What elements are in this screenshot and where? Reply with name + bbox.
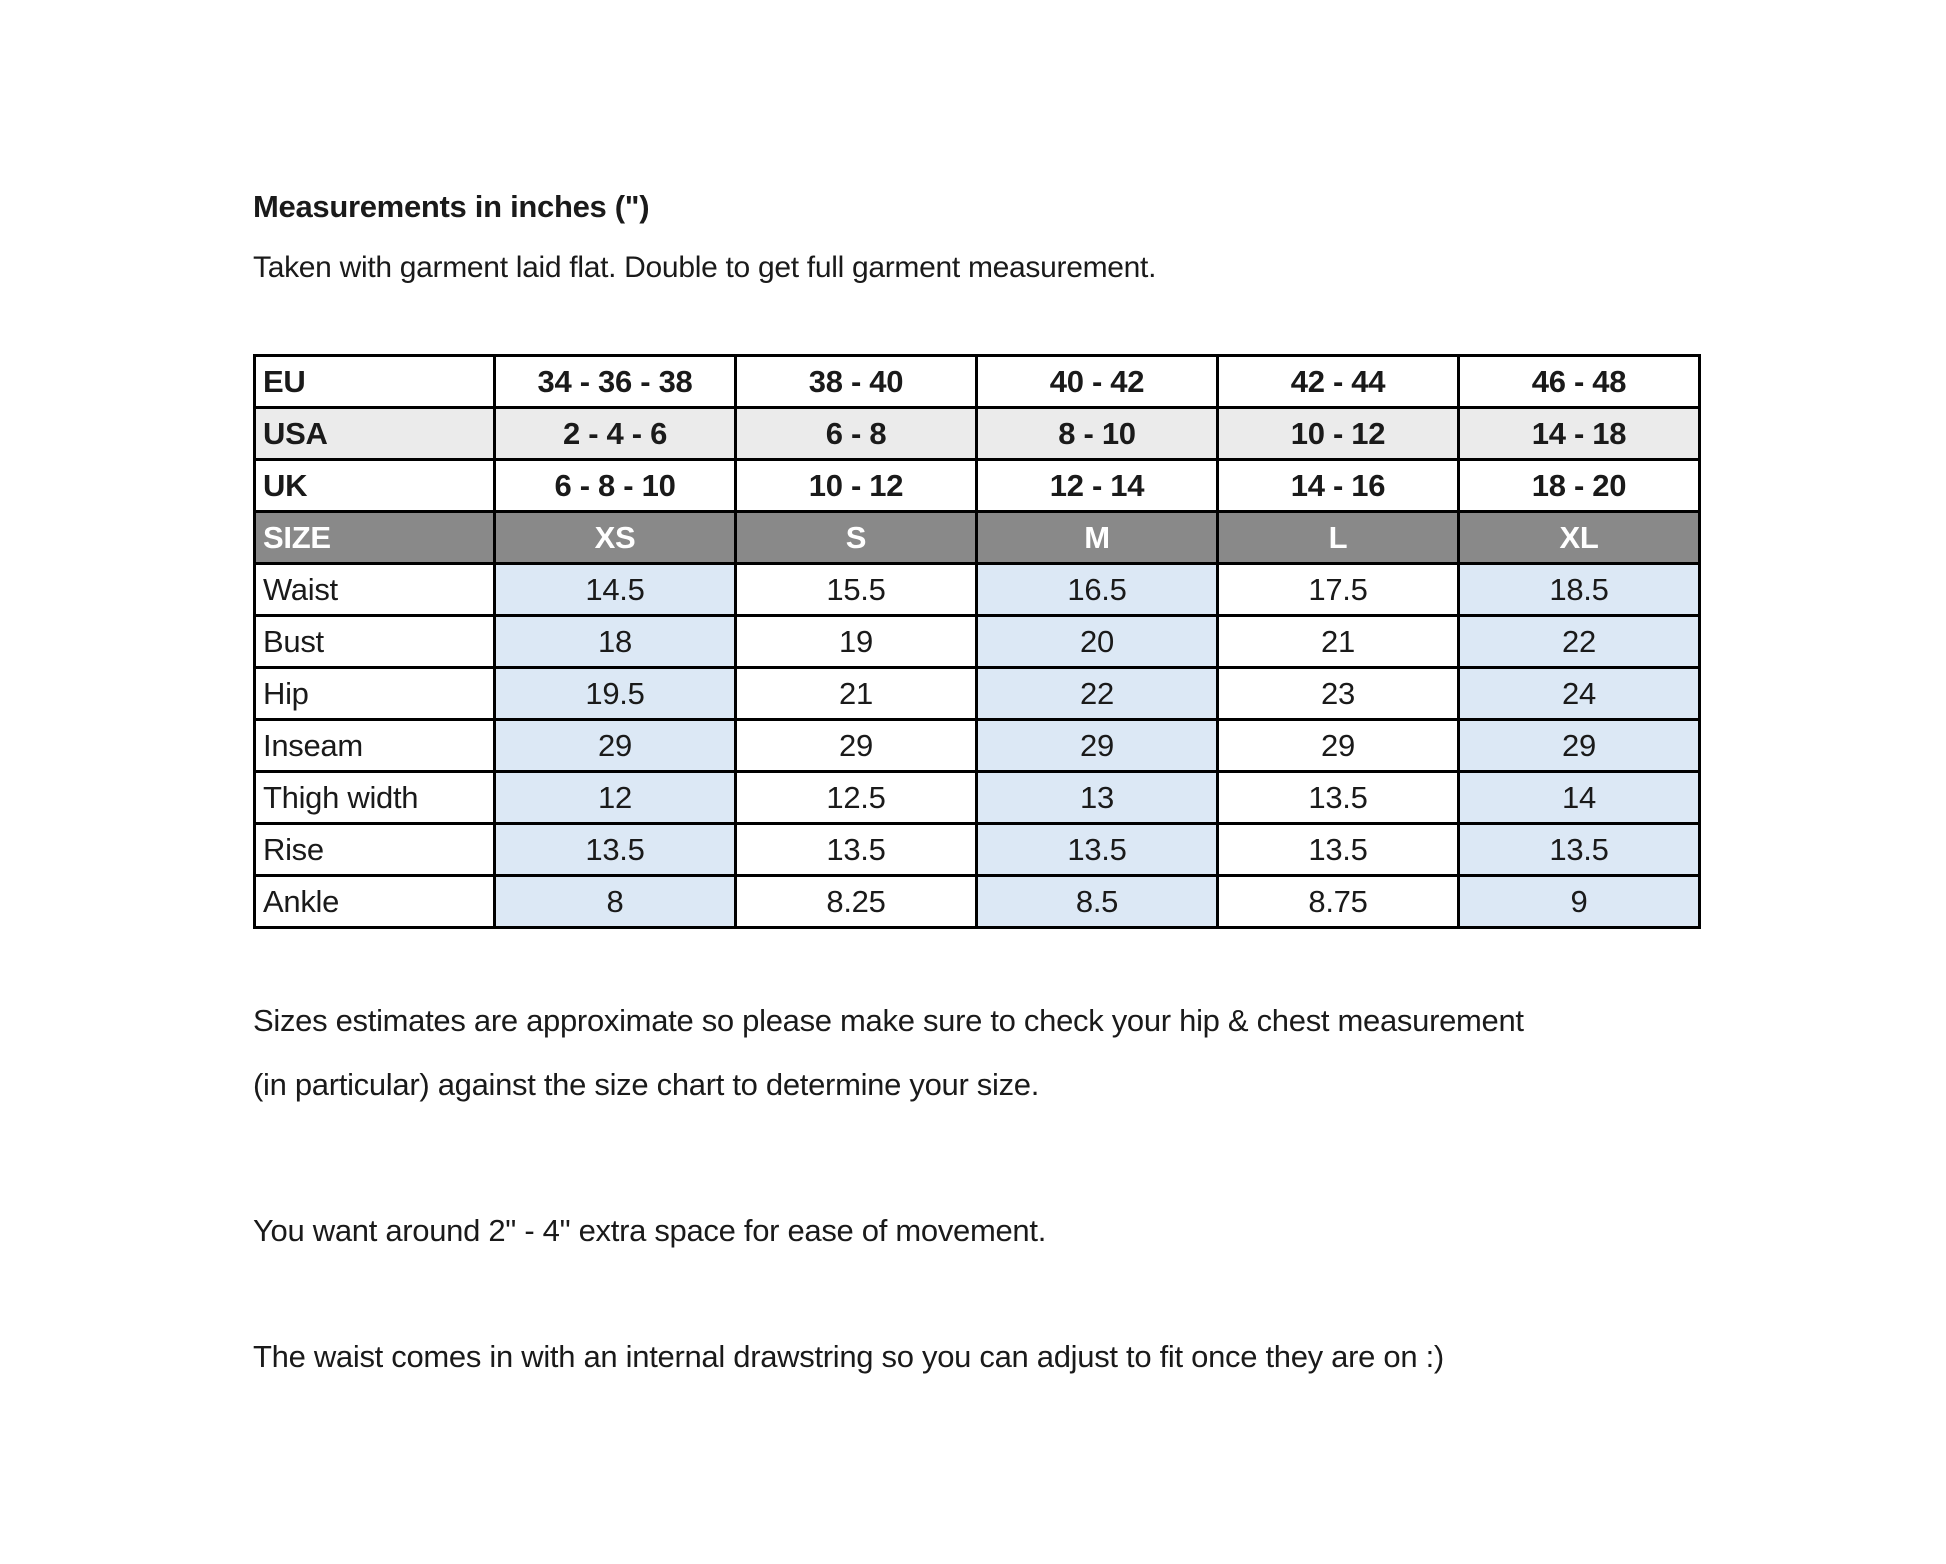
table-cell: 34 - 36 - 38 (495, 356, 736, 408)
page-title: Measurements in inches (") (253, 189, 650, 224)
table-cell: 22 (977, 668, 1218, 720)
table-cell: 18 - 20 (1459, 460, 1700, 512)
table-cell: 14 - 16 (1218, 460, 1459, 512)
row-label-inseam: Inseam (255, 720, 495, 772)
table-cell: 8.75 (1218, 876, 1459, 928)
table-cell: 13.5 (736, 824, 977, 876)
table-row-rise (255, 824, 1700, 876)
table-cell: 8.25 (736, 876, 977, 928)
size-header-xl: XL (1459, 512, 1700, 564)
table-cell: 42 - 44 (1218, 356, 1459, 408)
table-cell: 10 - 12 (736, 460, 977, 512)
table-cell: 13.5 (495, 824, 736, 876)
table-cell: 21 (1218, 616, 1459, 668)
size-header-xs: XS (495, 512, 736, 564)
table-cell: 24 (1459, 668, 1700, 720)
table-row-size-header (255, 512, 1700, 564)
table-cell: 8 (495, 876, 736, 928)
size-chart-table (253, 354, 1701, 929)
table-cell: 13 (977, 772, 1218, 824)
table-cell: 13.5 (977, 824, 1218, 876)
table-cell: 2 - 4 - 6 (495, 408, 736, 460)
note-size-estimates: Sizes estimates are approximate so please make sure to check your hip & chest measurement (in particular) against the size chart to determine your size. (253, 1003, 1524, 1102)
table-cell: 13.5 (1459, 824, 1700, 876)
page-subtitle: Taken with garment laid flat. Double to get full garment measurement. (253, 251, 1157, 284)
row-label-thigh-width: Thigh width (255, 772, 495, 824)
table-cell: 14 (1459, 772, 1700, 824)
table-row-usa (255, 408, 1700, 460)
table-cell: 29 (495, 720, 736, 772)
note-extra-space: You want around 2" - 4" extra space for ease of movement. (253, 1213, 1047, 1248)
table-row-ankle (255, 876, 1700, 928)
table-cell: 19.5 (495, 668, 736, 720)
table-row-waist (255, 564, 1700, 616)
table-cell: 29 (1218, 720, 1459, 772)
table-cell: 13.5 (1218, 772, 1459, 824)
table-row-bust (255, 616, 1700, 668)
table-cell: 19 (736, 616, 977, 668)
size-header-m: M (977, 512, 1218, 564)
row-label-bust: Bust (255, 616, 495, 668)
table-cell: 17.5 (1218, 564, 1459, 616)
table-cell: 10 - 12 (1218, 408, 1459, 460)
row-label-size: SIZE (255, 512, 495, 564)
row-label-eu: EU (255, 356, 495, 408)
row-label-waist: Waist (255, 564, 495, 616)
size-header-l: L (1218, 512, 1459, 564)
table-cell: 29 (736, 720, 977, 772)
table-cell: 29 (1459, 720, 1700, 772)
row-label-hip: Hip (255, 668, 495, 720)
row-label-rise: Rise (255, 824, 495, 876)
table-cell: 22 (1459, 616, 1700, 668)
table-row-hip (255, 668, 1700, 720)
row-label-ankle: Ankle (255, 876, 495, 928)
note-drawstring: The waist comes in with an internal drawstring so you can adjust to fit once they are on :) (253, 1339, 1444, 1374)
table-cell: 6 - 8 (736, 408, 977, 460)
table-cell: 13.5 (1218, 824, 1459, 876)
notes-section (253, 989, 1773, 1389)
table-cell: 18 (495, 616, 736, 668)
row-label-uk: UK (255, 460, 495, 512)
table-row-uk (255, 460, 1700, 512)
size-header-s: S (736, 512, 977, 564)
table-row-eu (255, 356, 1700, 408)
table-cell: 23 (1218, 668, 1459, 720)
table-row-inseam (255, 720, 1700, 772)
table-cell: 12.5 (736, 772, 977, 824)
table-cell: 40 - 42 (977, 356, 1218, 408)
table-cell: 20 (977, 616, 1218, 668)
table-cell: 8.5 (977, 876, 1218, 928)
table-cell: 16.5 (977, 564, 1218, 616)
row-label-usa: USA (255, 408, 495, 460)
table-cell: 8 - 10 (977, 408, 1218, 460)
table-cell: 14.5 (495, 564, 736, 616)
table-cell: 29 (977, 720, 1218, 772)
table-cell: 9 (1459, 876, 1700, 928)
table-cell: 6 - 8 - 10 (495, 460, 736, 512)
table-cell: 12 - 14 (977, 460, 1218, 512)
table-cell: 21 (736, 668, 977, 720)
table-row-thigh-width (255, 772, 1700, 824)
table-cell: 15.5 (736, 564, 977, 616)
table-cell: 12 (495, 772, 736, 824)
table-cell: 46 - 48 (1459, 356, 1700, 408)
table-cell: 38 - 40 (736, 356, 977, 408)
table-cell: 14 - 18 (1459, 408, 1700, 460)
table-cell: 18.5 (1459, 564, 1700, 616)
